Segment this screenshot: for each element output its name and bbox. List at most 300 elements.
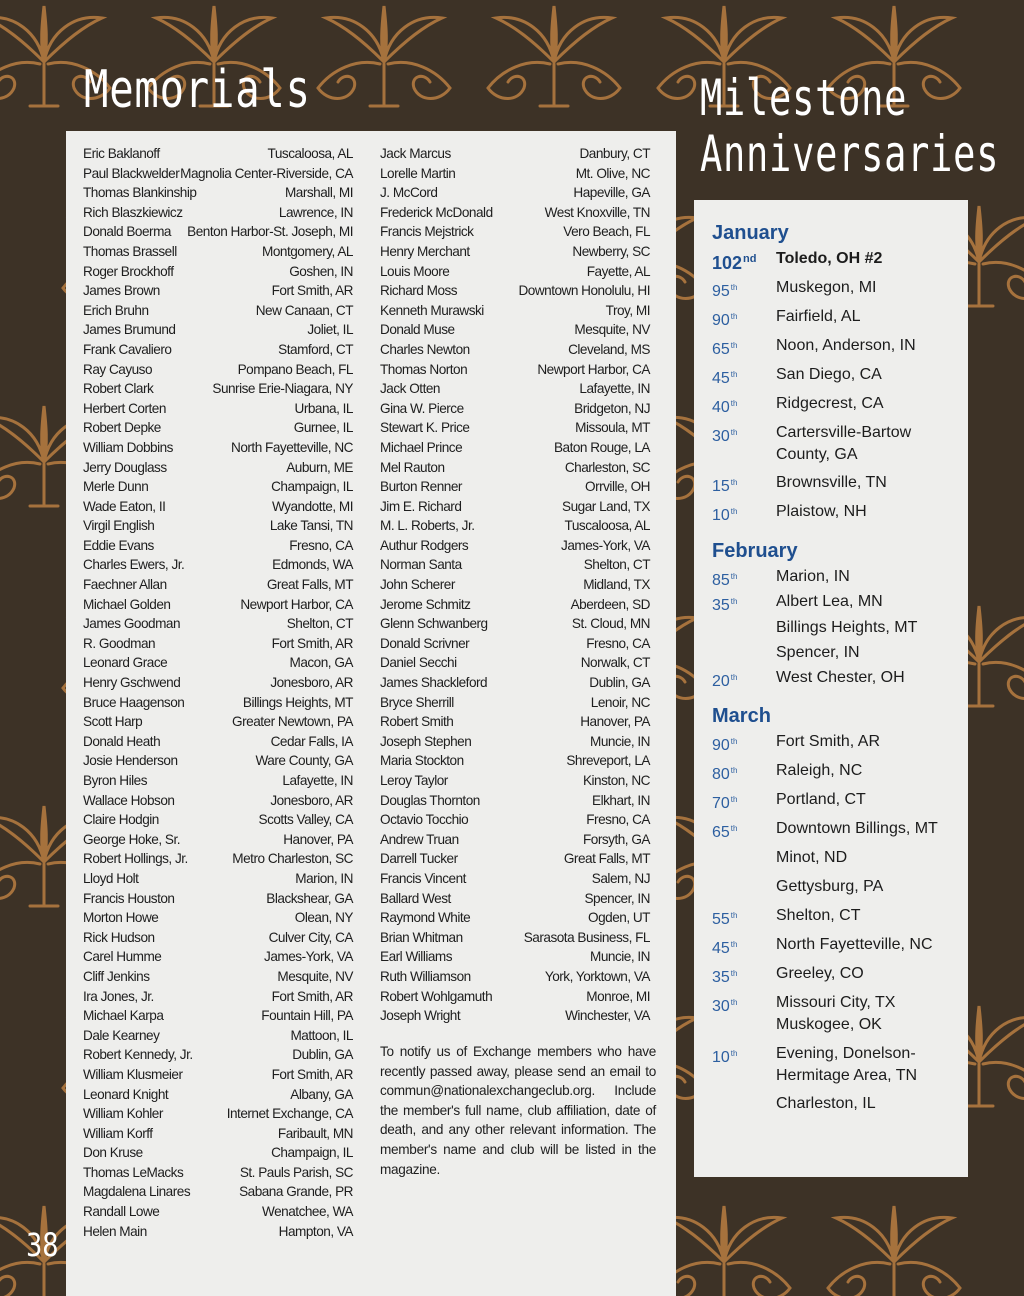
memorial-entry (83, 1045, 353, 1065)
memorial-location: Dublin, GA (292, 1047, 353, 1063)
memorial-location: Lake Tansi, TN (269, 518, 353, 534)
memorial-location: Olean, NY (294, 910, 353, 926)
memorial-entry (380, 771, 650, 791)
memorial-name: Jerry Douglass (83, 459, 167, 475)
memorial-location: Lawrence, IN (278, 204, 353, 220)
anniversary-club: West Chester, OH (776, 669, 905, 686)
memorial-name: Ray Cayuso (83, 361, 153, 377)
memorial-entry (380, 712, 650, 732)
memorial-location: Hampton, VA (278, 1223, 353, 1239)
anniversary-ordinal (712, 248, 757, 274)
memorial-location: Forsyth, GA (582, 831, 650, 847)
memorial-location: Baton Rouge, LA (553, 439, 650, 455)
memorial-name: Jack Otten (380, 381, 440, 397)
memorial-name: Octavio Tocchio (380, 812, 469, 828)
anniversary-club: Charleston, IL (776, 1095, 876, 1112)
memorial-name: Robert Depke (83, 420, 161, 436)
memorial-location: Newport Harbor, CA (537, 361, 650, 377)
memorial-name: Charles Newton (380, 341, 470, 357)
anniversary-ordinal (712, 501, 737, 527)
memorial-entry (83, 281, 353, 301)
memorial-name: James Goodman (83, 616, 181, 632)
ornament-motif (488, 6, 620, 106)
memorial-location: Shreveport, LA (566, 753, 650, 769)
memorial-name: Douglas Thornton (380, 792, 480, 808)
memorial-location: Fort Smith, AR (271, 988, 353, 1004)
memorial-location: Newberry, SC (572, 243, 650, 259)
anniversary-ordinal (712, 591, 737, 617)
memorial-location: Mt. Olive, NC (575, 165, 650, 181)
memorial-name: Francis Mejstrick (380, 224, 474, 240)
memorial-name: Raymond White (380, 910, 471, 926)
memorial-name: Faechner Allan (83, 577, 167, 593)
memorial-location: Champaign, IL (271, 479, 353, 495)
memorial-name: William Klusmeier (83, 1066, 183, 1082)
memorial-location: Orrville, OH (585, 479, 650, 495)
memorial-location: Tuscaloosa, AL (564, 518, 650, 534)
memorial-location: Bridgeton, NJ (574, 400, 650, 416)
memorial-name: Michael Karpa (83, 1008, 164, 1024)
memorial-entry (380, 908, 650, 928)
memorial-entry (83, 1065, 353, 1085)
memorial-name: Authur Rodgers (380, 537, 469, 553)
anniversary-club: Brownsville, TN (776, 474, 887, 491)
anniversary-club: Shelton, CT (776, 907, 861, 924)
memorial-entry (380, 889, 650, 909)
memorial-location: Jonesboro, AR (270, 792, 353, 808)
ordinal-number: 80 (712, 766, 730, 783)
memorial-name: Robert Hollings, Jr. (83, 851, 188, 867)
memorial-name: Lloyd Holt (83, 870, 139, 886)
memorial-name: Thomas Brassell (83, 243, 177, 259)
memorial-location: Norwalk, CT (580, 655, 650, 671)
memorial-name: Carel Humme (83, 949, 162, 965)
memorial-location: North Fayetteville, NC (231, 439, 353, 455)
ordinal-suffix: th (730, 969, 738, 978)
memorial-entry (380, 849, 650, 869)
ordinal-suffix: th (730, 911, 738, 920)
memorial-entry (83, 320, 353, 340)
memorial-location: Fort Smith, AR (271, 635, 353, 651)
memorial-entry (380, 360, 650, 380)
memorial-entry (380, 144, 650, 164)
memorial-location: Aberdeen, SD (570, 596, 650, 612)
memorial-location: Lafayette, IN (282, 773, 353, 788)
memorial-name: Frederick McDonald (380, 204, 493, 220)
memorial-name: Helen Main (83, 1223, 147, 1239)
memorial-name: M. L. Roberts, Jr. (380, 518, 475, 534)
memorial-entry (380, 673, 650, 693)
anniversary-ordinal (712, 905, 737, 931)
anniversary-club: Billings Heights, MT (776, 619, 918, 636)
memorial-location: Urbana, IL (294, 400, 353, 416)
anniversary-club: Muskegon, MI (776, 279, 877, 296)
memorial-name: Randall Lowe (83, 1204, 160, 1220)
memorial-entry (83, 987, 353, 1007)
anniversary-ordinal (712, 992, 737, 1018)
memorial-entry (83, 360, 353, 380)
memorial-location: Fayette, AL (586, 263, 650, 279)
memorial-location: Downtown Honolulu, HI (518, 283, 650, 299)
memorial-entry (83, 438, 353, 458)
memorial-location: Macon, GA (289, 655, 353, 671)
memorial-entry (380, 732, 650, 752)
anniversary-ordinal (712, 667, 737, 693)
memorial-entry (83, 203, 353, 223)
ordinal-number: 55 (712, 911, 730, 928)
milestone-title-line-1: Milestone (700, 69, 908, 127)
memorial-entry (83, 653, 353, 673)
ordinal-number: 35 (712, 597, 730, 614)
memorial-name: Jack Marcus (380, 146, 451, 161)
memorial-location: Elkhart, IN (592, 792, 650, 808)
memorial-entry (83, 967, 353, 987)
memorial-location: Hanover, PA (580, 714, 650, 730)
ordinal-number: 10 (712, 1049, 730, 1066)
memorial-name: Louis Moore (380, 263, 450, 279)
memorial-name: Thomas LeMacks (83, 1164, 184, 1180)
anniversary-ordinal (712, 818, 737, 844)
memorial-location: Jonesboro, AR (270, 675, 353, 691)
anniversary-club: San Diego, CA (776, 366, 882, 383)
ordinal-suffix: th (730, 737, 738, 746)
anniversary-club: Gettysburg, PA (776, 878, 884, 895)
memorial-location: Vero Beach, FL (563, 224, 650, 240)
anniversary-club: Downtown Billings, MT (776, 820, 938, 837)
memorial-entry (380, 869, 650, 889)
memorial-name: Daniel Secchi (380, 655, 457, 671)
memorial-name: James Brumund (83, 322, 176, 338)
memorial-name: Norman Santa (380, 557, 462, 573)
anniversary-ordinal (712, 472, 737, 498)
memorial-name: Andrew Truan (380, 831, 459, 847)
memorial-name: Jim E. Richard (380, 498, 462, 514)
memorial-location: Wenatchee, WA (262, 1204, 353, 1220)
ordinal-suffix: th (730, 399, 738, 408)
memorial-entry (83, 1104, 353, 1124)
ordinal-suffix: th (730, 478, 738, 487)
memorial-entry (380, 555, 650, 575)
ordinal-suffix: th (730, 673, 738, 682)
memorial-location: Missoula, MT (575, 420, 650, 436)
memorial-name: Eric Baklanoff (83, 146, 160, 161)
memorial-name: Leonard Grace (83, 655, 168, 671)
memorial-entry (83, 1026, 353, 1046)
memorial-location: Fountain Hill, PA (261, 1008, 353, 1024)
memorial-location: Troy, MI (605, 302, 650, 318)
memorial-entry (83, 144, 353, 164)
memorial-name: Paul Blackwelder (83, 165, 180, 181)
memorial-name: Jerome Schmitz (380, 596, 471, 612)
memorial-name: Frank Cavaliero (83, 341, 172, 357)
memorial-location: Benton Harbor-St. Joseph, MI (187, 224, 353, 240)
memorial-name: James Brown (83, 283, 160, 299)
ordinal-number: 10 (712, 507, 730, 524)
memorial-entry (380, 947, 650, 967)
memorial-name: Rick Hudson (83, 929, 155, 945)
memorial-location: Muncie, IN (590, 733, 650, 749)
memorial-location: Great Falls, MT (563, 851, 650, 867)
memorial-name: Bryce Sherrill (380, 694, 454, 710)
ordinal-number: 70 (712, 795, 730, 812)
anniversary-ordinal (712, 335, 737, 361)
anniversary-club: Albert Lea, MN (776, 593, 883, 610)
memorial-location: Faribault, MN (277, 1125, 353, 1141)
memorial-location: Sugar Land, TX (562, 498, 650, 514)
ordinal-suffix: nd (743, 253, 757, 265)
memorial-name: Henry Gschwend (83, 675, 181, 691)
memorial-location: Midland, TX (583, 577, 650, 593)
memorial-location: Magnolia Center-Riverside, CA (180, 165, 353, 181)
memorial-entry (380, 222, 650, 242)
memorial-location: New Canaan, CT (255, 302, 353, 318)
memorial-name: Cliff Jenkins (83, 968, 150, 984)
ordinal-number: 30 (712, 428, 730, 445)
anniversary-club: Spencer, IN (776, 644, 860, 661)
memorial-name: Robert Clark (83, 381, 154, 397)
ordinal-suffix: th (730, 766, 738, 775)
memorial-entry (83, 418, 353, 438)
memorial-name: Wallace Hobson (83, 792, 175, 808)
memorial-location: St. Pauls Parish, SC (239, 1164, 353, 1180)
memorial-name: William Dobbins (83, 439, 173, 455)
memorial-location: Metro Charleston, SC (232, 851, 353, 867)
memorial-location: Culver City, CA (268, 929, 353, 945)
memorial-name: Eddie Evans (83, 537, 154, 553)
memorial-name: Stewart K. Price (380, 420, 470, 436)
memorial-name: Merle Dunn (83, 479, 149, 495)
memorial-entry (380, 183, 650, 203)
memorial-entry (83, 791, 353, 811)
memorial-location: Mesquite, NV (277, 968, 353, 984)
memorial-entry (83, 242, 353, 262)
memorial-entry (380, 987, 650, 1007)
memorial-location: Billings Heights, MT (242, 694, 353, 710)
memorial-entry (380, 477, 650, 497)
memorial-location: Muncie, IN (590, 949, 650, 965)
memorials-column-2 (380, 144, 650, 1026)
memorial-name: Dale Kearney (83, 1027, 160, 1043)
memorial-name: James Shackleford (380, 675, 488, 691)
memorial-entry (380, 379, 650, 399)
memorial-location: Ogden, UT (588, 910, 650, 926)
memorial-name: Wade Eaton, II (83, 498, 166, 514)
memorial-location: Great Falls, MT (266, 577, 353, 593)
ordinal-suffix: th (730, 507, 738, 516)
memorial-name: Gina W. Pierce (380, 400, 464, 416)
memorial-entry (380, 928, 650, 948)
page-number: 38 (26, 1226, 59, 1264)
memorial-location: James-York, VA (264, 949, 353, 965)
memorial-entry (83, 1006, 353, 1026)
memorial-entry (380, 458, 650, 478)
memorial-entry (83, 1124, 353, 1144)
memorial-location: Mattoon, IL (290, 1027, 353, 1043)
memorial-location: Albany, GA (290, 1086, 353, 1102)
ornament-motif (318, 6, 450, 106)
ordinal-suffix: th (730, 940, 738, 949)
ordinal-number: 85 (712, 572, 730, 589)
memorial-entry (380, 340, 650, 360)
month-heading-january: January (712, 222, 789, 244)
memorial-location: Hanover, PA (283, 831, 353, 847)
memorial-name: John Scherer (380, 577, 455, 593)
memorial-location: Auburn, ME (286, 459, 353, 475)
memorial-entry (380, 830, 650, 850)
memorial-location: West Knoxville, TN (544, 204, 650, 220)
memorial-location: Goshen, IN (289, 263, 353, 279)
memorial-name: Erich Bruhn (83, 302, 149, 318)
memorial-entry (83, 164, 353, 184)
memorial-location: Champaign, IL (271, 1145, 353, 1161)
memorial-name: Darrell Tucker (380, 851, 458, 867)
memorial-location: Joliet, IL (307, 322, 353, 338)
memorial-location: Wyandotte, MI (271, 498, 353, 514)
ordinal-number: 65 (712, 824, 730, 841)
memorial-entry (83, 595, 353, 615)
memorial-entry (380, 575, 650, 595)
memorial-name: Claire Hodgin (83, 812, 159, 828)
memorial-location: Charleston, SC (564, 459, 650, 475)
memorial-entry (83, 1202, 353, 1222)
memorial-name: Thomas Norton (380, 361, 468, 377)
memorial-entry (83, 497, 353, 517)
memorial-entry (380, 614, 650, 634)
memorial-name: Joseph Wright (380, 1008, 461, 1024)
memorial-location: Fresno, CA (586, 635, 650, 651)
memorial-name: Joseph Stephen (380, 733, 472, 749)
memorial-entry (380, 653, 650, 673)
memorial-entry (83, 1222, 353, 1242)
ornament-motif (828, 1206, 960, 1296)
memorial-name: Ruth Williamson (380, 968, 471, 984)
memorial-name: Josie Henderson (83, 753, 178, 769)
memorial-location: Sarasota Business, FL (523, 929, 650, 945)
memorial-location: Newport Harbor, CA (240, 596, 353, 612)
memorial-location: Mesquite, NV (574, 322, 650, 338)
memorial-name: R. Goodman (83, 635, 156, 651)
memorial-name: Maria Stockton (380, 753, 464, 769)
memorial-entry (83, 751, 353, 771)
memorial-name: Earl Williams (380, 949, 453, 965)
memorial-location: Cleveland, MS (568, 341, 650, 357)
memorial-location: Sabana Grande, PR (239, 1184, 353, 1200)
memorial-location: Lenoir, NC (590, 694, 650, 710)
anniversary-club: Fort Smith, AR (776, 733, 881, 750)
anniversary-club: Portland, CT (776, 791, 866, 808)
milestone-anniversaries-title (700, 70, 999, 182)
memorial-name: Roger Brockhoff (83, 263, 174, 279)
ordinal-suffix: th (730, 428, 738, 437)
memorial-entry (380, 164, 650, 184)
anniversary-ordinal (712, 731, 737, 757)
memorial-entry (83, 1182, 353, 1202)
memorial-notice-text: To notify us of Exchange members who have recently passed away, please send an email to commun@nationalexchangeclub.org. Include the member's full name, club affiliation, date of death, and any other relevant information. The member's name and club will be listed in the magazine. (380, 1044, 656, 1177)
memorial-name: Francis Houston (83, 890, 175, 906)
memorial-location: Monroe, MI (586, 988, 650, 1004)
memorial-location: Gurnee, IL (293, 420, 353, 436)
anniversary-club: Plaistow, NH (776, 503, 867, 520)
memorial-location: Montgomery, AL (262, 243, 353, 259)
ordinal-suffix: th (730, 795, 738, 804)
memorial-name: Morton Howe (83, 910, 159, 926)
memorial-name: Kenneth Murawski (380, 302, 484, 318)
memorial-entry (83, 673, 353, 693)
memorial-name: Thomas Blankinship (83, 185, 197, 201)
memorial-name: Scott Harp (83, 714, 143, 730)
ordinal-number: 35 (712, 969, 730, 986)
memorial-entry (83, 947, 353, 967)
memorial-entry (83, 1143, 353, 1163)
anniversary-ordinal (712, 306, 737, 332)
memorial-name: Byron Hiles (83, 773, 148, 788)
memorial-location: Lafayette, IN (579, 381, 650, 397)
memorial-name: Rich Blaszkiewicz (83, 204, 183, 220)
memorial-name: Robert Smith (380, 714, 454, 730)
memorial-entry (380, 634, 650, 654)
memorial-location: Hapeville, GA (573, 185, 650, 201)
memorial-name: Burton Renner (380, 479, 462, 495)
memorial-entry (380, 497, 650, 517)
memorial-entry (380, 516, 650, 536)
memorial-entry (83, 379, 353, 399)
anniversary-club: Greeley, CO (776, 965, 864, 982)
memorial-name: Glenn Schwanberg (380, 616, 488, 632)
memorial-location: Fresno, CA (586, 812, 650, 828)
memorial-name: Donald Boerma (83, 224, 171, 240)
memorial-entry (380, 438, 650, 458)
ordinal-number: 90 (712, 737, 730, 754)
anniversary-club: Missouri City, TX Muskogee, OK (776, 994, 896, 1033)
memorial-name: Magdalena Linares (83, 1184, 191, 1200)
memorial-name: Brian Whitman (380, 929, 463, 945)
memorial-location: James-York, VA (561, 537, 650, 553)
memorial-entry (83, 732, 353, 752)
anniversary-club: Raleigh, NC (776, 762, 863, 779)
memorial-location: Sunrise Erie-Niagara, NY (212, 381, 353, 397)
memorial-entry (380, 320, 650, 340)
memorial-name: Donald Scrivner (380, 635, 470, 651)
ordinal-suffix: th (730, 998, 738, 1007)
anniversary-club: Minot, ND (776, 849, 848, 866)
memorial-location: Pompano Beach, FL (237, 361, 353, 377)
memorial-location: Greater Newtown, PA (232, 714, 353, 730)
ornament-motif (658, 1206, 790, 1296)
memorial-name: Don Kruse (83, 1145, 143, 1161)
milestone-title-line-2: Anniversaries (700, 125, 1000, 183)
memorial-location: Shelton, CT (583, 557, 650, 573)
anniversary-club: Cartersville-Bartow County, GA (776, 424, 912, 463)
memorial-name: Henry Merchant (380, 243, 470, 259)
memorial-entry (83, 693, 353, 713)
memorial-entry (83, 712, 353, 732)
memorial-entry (380, 1006, 650, 1026)
memorial-location: Internet Exchange, CA (226, 1106, 353, 1122)
memorial-entry (83, 908, 353, 928)
ordinal-suffix: th (730, 283, 738, 292)
memorial-entry (380, 693, 650, 713)
memorial-entry (83, 634, 353, 654)
memorial-location: Spencer, IN (584, 890, 650, 906)
anniversary-ordinal (712, 566, 737, 592)
memorial-entry (380, 810, 650, 830)
memorial-entry (380, 536, 650, 556)
anniversary-ordinal (712, 422, 737, 448)
anniversary-club: Fairfield, AL (776, 308, 861, 325)
memorial-name: Charles Ewers, Jr. (83, 557, 185, 573)
memorial-entry (380, 281, 650, 301)
ordinal-suffix: th (730, 597, 738, 606)
